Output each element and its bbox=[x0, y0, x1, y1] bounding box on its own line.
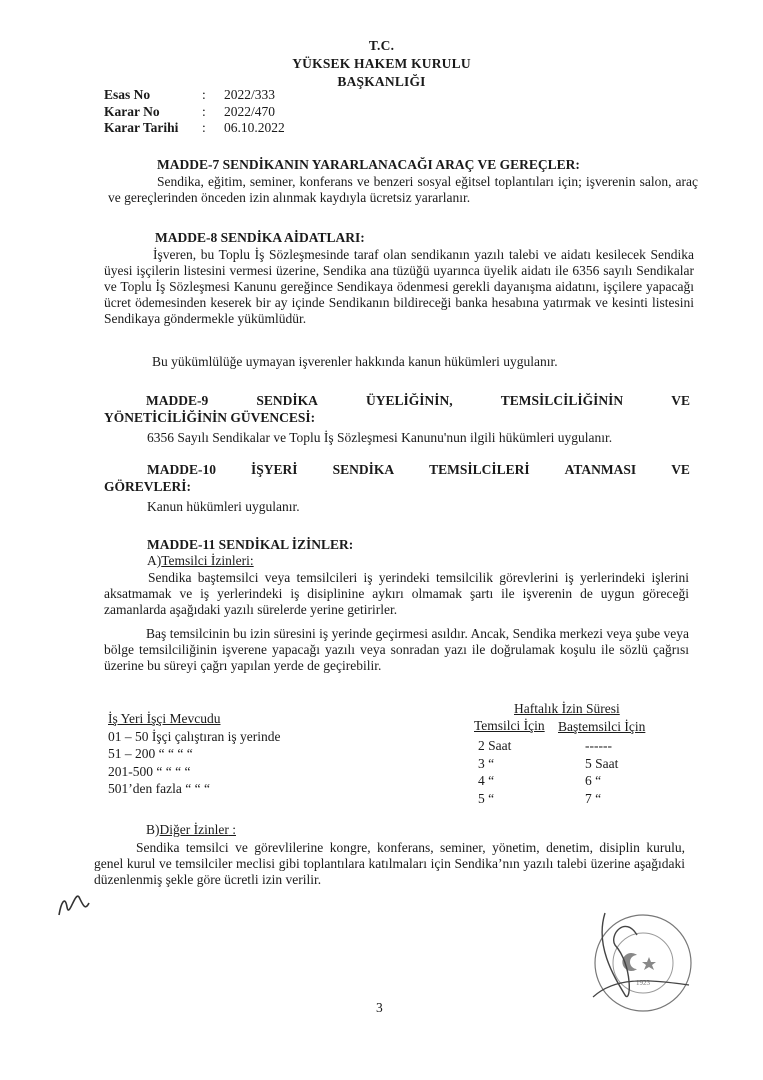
madde-9-title-word: MADDE-9 bbox=[146, 393, 209, 408]
table-cell: 2 Saat bbox=[478, 738, 512, 753]
madde-9-title-word: VE bbox=[671, 393, 690, 408]
meta-key: Karar No bbox=[104, 103, 160, 119]
meta-colon: : bbox=[202, 87, 206, 102]
meta-colon: : bbox=[202, 120, 206, 135]
table-row-left: 201-500 “ “ “ “ bbox=[108, 763, 191, 779]
meta-key: Esas No bbox=[104, 87, 151, 102]
table-right-header: Haftalık İzin Süresi bbox=[514, 701, 620, 716]
madde-10-title-word: SENDİKA bbox=[332, 462, 395, 477]
meta-key: Karar Tarihi bbox=[104, 120, 179, 135]
madde-9-title bbox=[146, 393, 690, 409]
madde-11-text-a1: Sendika baştemsilci veya temsilcileri iş yerindeki temsilcilik görevlerini iş yerlerindeki işlerini aksatmamak ve iş yerlerindeki iş disiplinine aykırı olmamak şartı ile işverenin de uygun göreceği zamanlarda aşağıdaki yazılı sürelerde yerine getirirler. bbox=[104, 570, 689, 617]
table-cell: 7 “ bbox=[585, 790, 602, 806]
header-presidency: BAŞKANLIĞI bbox=[337, 74, 426, 89]
madde-10-title-word: MADDE-10 bbox=[147, 462, 216, 477]
madde-11-text-b: Sendika temsilci ve görevlilerine kongre, konferans, seminer, yönetim, denetim, disiplin kurulu, genel kurul ve temsilciler meclisi gibi toplantılara katılmaları için Sendika’nın yazılı talebi üzerine aşağıdaki düzenlenmiş şekle göre ücretli izin verilir. bbox=[94, 840, 685, 887]
table-col2 bbox=[585, 737, 618, 807]
madde-10-title-line2: GÖREVLERİ: bbox=[104, 479, 192, 494]
sub-b-colon: : bbox=[228, 822, 236, 837]
table-cell: ------ bbox=[585, 738, 612, 753]
official-seal-stamp bbox=[585, 905, 695, 1015]
case-meta bbox=[104, 87, 285, 137]
madde-8-text2: Bu yükümlülüğe uymayan işverenler hakkında kanun hükümleri uygulanır. bbox=[152, 354, 558, 369]
madde-9-title-word: TEMSİLCİLİĞİNİN bbox=[500, 393, 624, 408]
header-institution: YÜKSEK HAKEM KURULU bbox=[292, 56, 471, 71]
madde-10-title-word: İŞYERİ bbox=[251, 462, 298, 477]
meta-value: 06.10.2022 bbox=[224, 120, 285, 135]
table-cell: 5 “ bbox=[478, 790, 495, 806]
sub-b-prefix: B) bbox=[146, 822, 160, 837]
madde-9-title-word: SENDİKA bbox=[256, 393, 318, 408]
table-col1-header: Temsilci İçin bbox=[474, 718, 545, 733]
madde-8-text: İşveren, bu Toplu İş Sözleşmesinde taraf olan sendikanın yazılı talebi ve aidatı kesilecek Sendika üyesi işçilerin listesini vermesi üzerine, Sendika ana tüzüğü uyarınca üyelik aidatı ile 6356 sayılı Sendikalar ve Toplu İş Sözleşmesi Kanunu gereğince Sendikaya ödenmesi gerekli dayanışma aidatını, işçilere yapacağı ücret ödemesinden keserek bir ay içinde Sendikanın bildireceği banka hesabına yatırmak ve kesinti listesini Sendikaya göndermekle yükümlüdür. bbox=[104, 247, 694, 326]
madde-11-title: MADDE-11 SENDİKAL İZİNLER: bbox=[147, 537, 354, 552]
table-col2-header: Baştemsilci İçin bbox=[558, 719, 646, 734]
sub-b-label: Diğer İzinler bbox=[159, 822, 229, 837]
meta-row-tarih bbox=[104, 120, 285, 137]
madde-10-title-word: TEMSİLCİLERİ bbox=[429, 462, 530, 477]
meta-row-karar bbox=[104, 104, 285, 121]
handwritten-initial-mark bbox=[55, 885, 95, 925]
madde-9-title-word: ÜYELİĞİNİN, bbox=[366, 393, 453, 408]
table-row-left: 51 – 200 “ “ “ “ bbox=[108, 746, 193, 761]
table-left-column bbox=[108, 710, 280, 798]
table-left-header: İş Yeri İşçi Mevcudu bbox=[108, 711, 221, 726]
madde-7-title: MADDE-7 SENDİKANIN YARARLANACAĞI ARAÇ VE GEREÇLER: bbox=[157, 157, 580, 172]
madde-10-title-word: VE bbox=[671, 462, 690, 477]
sub-a-prefix: A) bbox=[147, 553, 162, 568]
madde-10-title-word: ATANMASI bbox=[564, 462, 637, 477]
table-col1 bbox=[478, 737, 511, 807]
madde-11-sub-a bbox=[147, 553, 254, 569]
madde-11-sub-b bbox=[146, 822, 236, 838]
table-row-left: 501’den fazla “ “ “ bbox=[108, 781, 210, 796]
madde-7-text: Sendika, eğitim, seminer, konferans ve benzeri sosyal eğitsel toplantıları için; işverenin salon, araç ve gereçlerinden önceden izin alınmak kaydıyla ücretsiz yararlanır. bbox=[108, 174, 698, 205]
madde-9-text: 6356 Sayılı Sendikalar ve Toplu İş Sözleşmesi Kanunu'nun ilgili hükümleri uygulanır. bbox=[147, 430, 613, 445]
page-number: 3 bbox=[376, 1000, 383, 1015]
sub-a-label: Temsilci İzinleri: bbox=[161, 553, 254, 568]
table-row-left: 01 – 50 İşçi çalıştıran iş yerinde bbox=[108, 728, 281, 744]
madde-11-text-a2: Baş temsilcinin bu izin süresini iş yerinde geçirmesi asıldır. Ancak, Sendika merkezi veya şube veya bölge temsilciliğinin işverene yapacağı yazılı veya sonradan yazı ile doğrulamak koşulu ile sözlü çağrısı üzerine bu süreyi çağrı yapılan yerde de geçirebilir. bbox=[104, 626, 689, 673]
table-cell: 3 “ bbox=[478, 755, 495, 771]
stamp-year: 1923 bbox=[636, 979, 650, 987]
table-cell: 4 “ bbox=[478, 773, 495, 788]
madde-9-title-line2: YÖNETİCİLİĞİNİN GÜVENCESİ: bbox=[104, 410, 316, 425]
madde-8-title: MADDE-8 SENDİKA AİDATLARI: bbox=[155, 230, 365, 245]
meta-value: 2022/470 bbox=[224, 103, 276, 119]
madde-10-title bbox=[147, 462, 690, 478]
madde-10-text: Kanun hükümleri uygulanır. bbox=[147, 499, 300, 514]
table-cell: 6 “ bbox=[585, 773, 602, 788]
meta-colon: : bbox=[202, 103, 206, 119]
meta-row-esas bbox=[104, 87, 285, 104]
header-tc: T.C. bbox=[368, 38, 395, 53]
meta-value: 2022/333 bbox=[224, 87, 276, 102]
table-cell: 5 Saat bbox=[585, 755, 619, 771]
